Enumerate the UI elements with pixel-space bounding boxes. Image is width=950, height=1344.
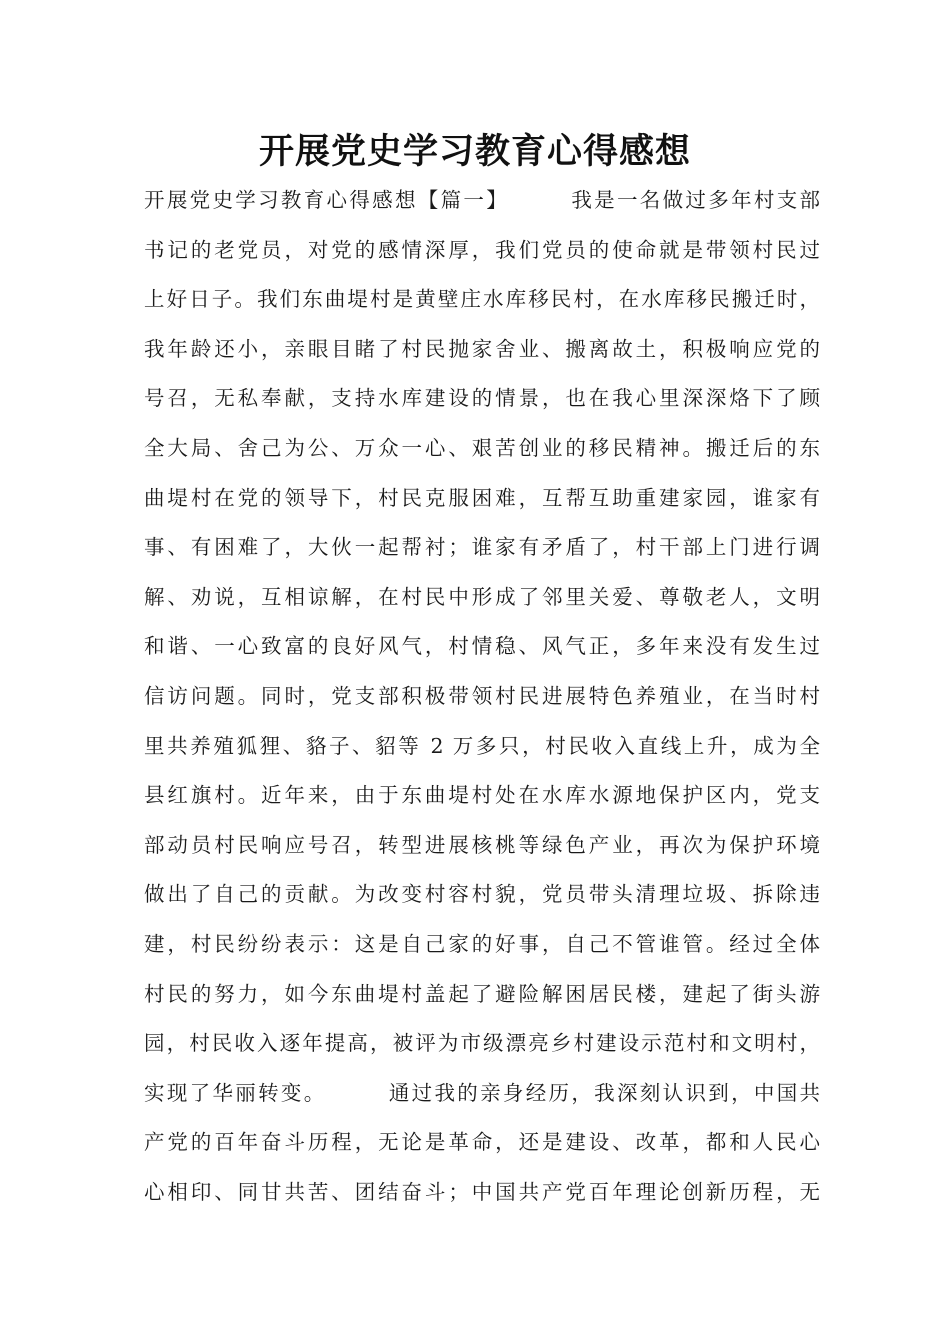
body-line: 村民的努力，如今东曲堤村盖起了避险解困居民楼，建起了街头游 <box>144 981 820 1006</box>
body-line <box>144 1069 820 1119</box>
body-line <box>144 176 820 226</box>
body-line: 我年龄还小，亲眼目睹了村民抛家舍业、搬离故土，积极响应党的 <box>144 336 820 361</box>
body-line: 信访问题。同时，党支部积极带领村民进展特色养殖业，在当时村 <box>144 683 820 708</box>
paragraph-start: 通过我的亲身经历，我深刻认识到，中国共 <box>386 1080 821 1105</box>
body-line: 县红旗村。近年来，由于东曲堤村处在水库水源地保护区内，党支 <box>144 783 820 808</box>
document-body <box>144 176 820 1217</box>
body-line: 部动员村民响应号召，转型进展核桃等绿色产业，再次为保护环境 <box>144 832 820 857</box>
body-line: 心相印、同甘共苦、团结奋斗；中国共产党百年理论创新历程，无 <box>144 1179 820 1204</box>
section-heading: 开展党史学习教育心得感想【篇一】 <box>144 188 510 212</box>
body-line: 号召，无私奉献，支持水库建设的情景，也在我心里深深烙下了顾 <box>144 386 820 411</box>
body-line: 书记的老党员，对党的感情深厚，我们党员的使命就是带领村民过 <box>144 237 820 262</box>
paragraph-start: 我是一名做过多年村支部 <box>569 188 821 212</box>
body-line: 上好日子。我们东曲堤村是黄壁庄水库移民村，在水库移民搬迁时， <box>144 287 820 312</box>
body-line: 园，村民收入逐年提高，被评为市级漂亮乡村建设示范村和文明村， <box>144 1031 820 1056</box>
body-line: 曲堤村在党的领导下，村民克服困难，互帮互助重建家园，谁家有 <box>144 485 820 510</box>
body-line: 做出了自己的贡献。为改变村容村貌，党员带头清理垃圾、拆除违 <box>144 882 820 907</box>
body-line: 全大局、舍己为公、万众一心、艰苦创业的移民精神。搬迁后的东 <box>144 435 820 460</box>
document-title: 开展党史学习教育心得感想 <box>258 132 691 172</box>
body-line: 建，村民纷纷表示：这是自己家的好事，自己不管谁管。经过全体 <box>144 931 820 956</box>
body-line: 里共养殖狐狸、貉子、貂等 2 万多只，村民收入直线上升，成为全 <box>144 733 820 758</box>
body-line: 解、劝说，互相谅解，在村民中形成了邻里关爱、尊敬老人，文明 <box>144 584 820 609</box>
body-line: 产党的百年奋斗历程，无论是革命，还是建设、改革，都和人民心 <box>144 1130 820 1155</box>
paragraph-end: 实现了华丽转变。 <box>144 1080 327 1105</box>
body-line: 和谐、一心致富的良好风气，村情稳、风气正，多年来没有发生过 <box>144 634 820 659</box>
body-line: 事、有困难了，大伙一起帮衬；谁家有矛盾了，村干部上门进行调 <box>144 535 820 560</box>
